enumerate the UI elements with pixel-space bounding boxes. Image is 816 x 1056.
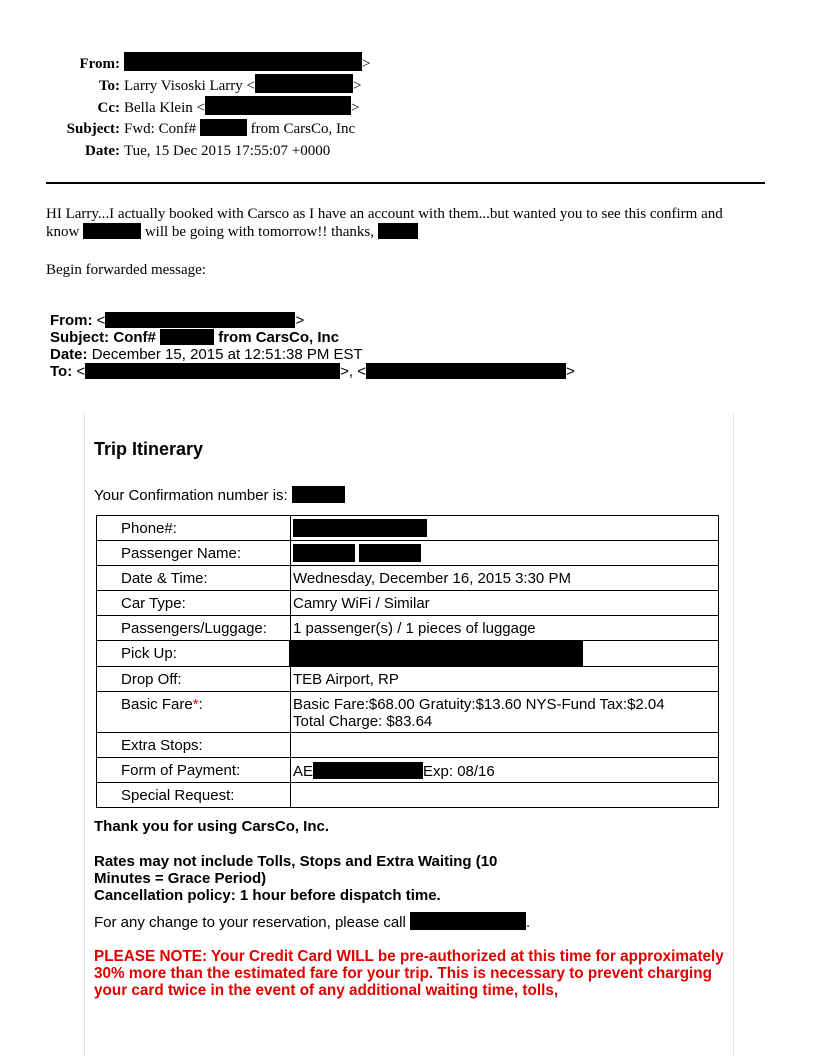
fwd-to-close: > [566,363,575,380]
table-row [97,566,719,591]
redacted-fwd-to-1 [85,363,340,379]
fwd-to-mid: >, < [340,363,367,380]
rates-text: Rates may not include Tolls, Stops and Extra Waiting (10 Minutes = Grace Period) [94,853,498,887]
fwd-to-open: < [76,363,86,380]
redacted-confirmation-number [292,486,345,503]
message-line-2-middle: will be going with tomorrow!! thanks, [144,224,374,240]
fwd-subject-label: Subject: [50,329,110,346]
thank-you-text: Thank you for using CarsCo, Inc. [94,818,330,835]
fwd-from-close: > [295,312,305,329]
subject-prefix: Fwd: Conf# [124,121,197,137]
fare-label-text: Basic Fare [121,696,193,713]
table-row [97,516,719,541]
fare-breakdown: Basic Fare:$68.00 Gratuity:$13.60 NYS-Fund Tax:$2.04 [293,696,665,713]
pax-luggage-label: Passengers/Luggage: [121,620,267,637]
redacted-name [83,223,141,239]
fare-asterisk: * [192,696,199,713]
pickup-label: Pick Up: [121,645,177,662]
table-row [97,616,719,641]
table-row [97,591,719,616]
subject-label: Subject: [66,121,120,137]
payment-value [293,758,718,780]
fwd-date-label: Date: [50,346,88,363]
message-line-1: HI Larry...I actually booked with Carsco as I have an account with them...but wanted you to see this confirm and [46,206,723,222]
redacted-phone-number [410,912,526,930]
change-prefix: For any change to your reservation, please call [94,914,406,931]
car-value: Camry WiFi / Similar [293,595,430,612]
to-value[interactable]: Larry Visoski Larry < [124,78,256,94]
redacted-fwd-conf [160,329,214,345]
header-cc-row [46,96,386,118]
header-divider [46,182,765,184]
redacted-last-name [359,544,421,562]
message-body [46,205,771,241]
dropoff-value: TEB Airport, RP [293,671,399,688]
fwd-date-value: December 15, 2015 at 12:51:38 PM EST [91,346,363,363]
special-request-label: Special Request: [121,787,235,804]
rates-policy [94,853,544,904]
fwd-subject-prefix: Conf# [113,329,156,346]
fwd-from-row [50,312,575,329]
table-row [97,667,719,692]
datetime-label: Date & Time: [121,570,208,587]
table-row [97,541,719,566]
fwd-to-label: To: [50,363,73,380]
fare-colon: : [198,696,203,713]
redacted-pickup-address [289,641,583,666]
credit-card-notice: PLEASE NOTE: Your Credit Card WILL be pre-authorized at this time for approximately 30% more than the estimated fare for your trip. This is necessary to prevent charging your card twice in the event of any additional waiting time, tolls, [94,948,724,999]
change-suffix: . [526,914,531,931]
redacted-sender [124,52,362,71]
fwd-subject-suffix: from CarsCo, Inc [218,329,340,346]
redacted-signature [378,223,418,239]
redacted-first-name [293,544,355,562]
itinerary-table [96,515,719,808]
redacted-card-number [313,762,423,779]
redacted-fwd-sender [105,312,295,328]
cancellation-text: Cancellation policy: 1 hour before dispatch time. [94,887,441,904]
date-label: Date: [85,143,120,159]
header-to-row [46,74,386,96]
redacted-conf-number [200,119,247,136]
confirmation-label: Your Confirmation number is: [94,487,288,504]
extra-stops-value [293,733,718,737]
date-value: Tue, 15 Dec 2015 17:55:07 +0000 [124,143,331,159]
fwd-date-row [50,346,575,363]
payment-label: Form of Payment: [121,762,241,779]
to-label: To: [98,78,120,94]
cc-label: Cc: [97,100,120,116]
table-row [97,692,719,733]
header-date-row [46,140,386,162]
subject-suffix: from CarsCo, Inc [250,121,356,137]
redacted-to-email [255,74,353,93]
cc-suffix: > [350,100,360,116]
fare-label [121,692,290,713]
payment-expiry: Exp: 08/16 [423,763,495,780]
passenger-label: Passenger Name: [121,545,242,562]
redacted-fwd-to-2 [366,363,566,379]
redacted-cc-email [205,96,351,115]
payment-card-type: AE [293,763,314,780]
dropoff-label: Drop Off: [121,671,182,688]
table-row [97,733,719,758]
table-row [97,758,719,783]
forwarded-header [50,312,575,380]
email-header [46,52,386,162]
fwd-from-open: < [96,312,106,329]
from-label: From: [79,56,120,72]
begin-forwarded: Begin forwarded message: [46,262,206,278]
fwd-from-label: From: [50,312,93,329]
pax-luggage-value: 1 passenger(s) / 1 pieces of luggage [293,620,536,637]
phone-label: Phone#: [121,520,177,537]
table-row [97,783,719,808]
special-request-value [293,783,718,787]
message-line-2-prefix: know [46,224,80,240]
fare-total: Total Charge: $83.64 [293,713,433,730]
from-suffix: > [362,56,371,72]
change-reservation-line [94,912,530,931]
table-row [97,641,719,667]
to-suffix: > [353,78,362,94]
header-from-row [46,52,386,74]
extra-stops-label: Extra Stops: [121,737,203,754]
fwd-subject-row [50,329,575,346]
header-subject-row [46,118,386,140]
message-line-2 [46,223,771,241]
itinerary-title: Trip Itinerary [94,439,204,459]
car-label: Car Type: [121,595,186,612]
redacted-phone [293,519,427,537]
confirmation-line [94,486,345,504]
datetime-value: Wednesday, December 16, 2015 3:30 PM [293,570,571,587]
cc-value[interactable]: Bella Klein < [124,100,205,116]
fwd-to-row [50,363,575,380]
